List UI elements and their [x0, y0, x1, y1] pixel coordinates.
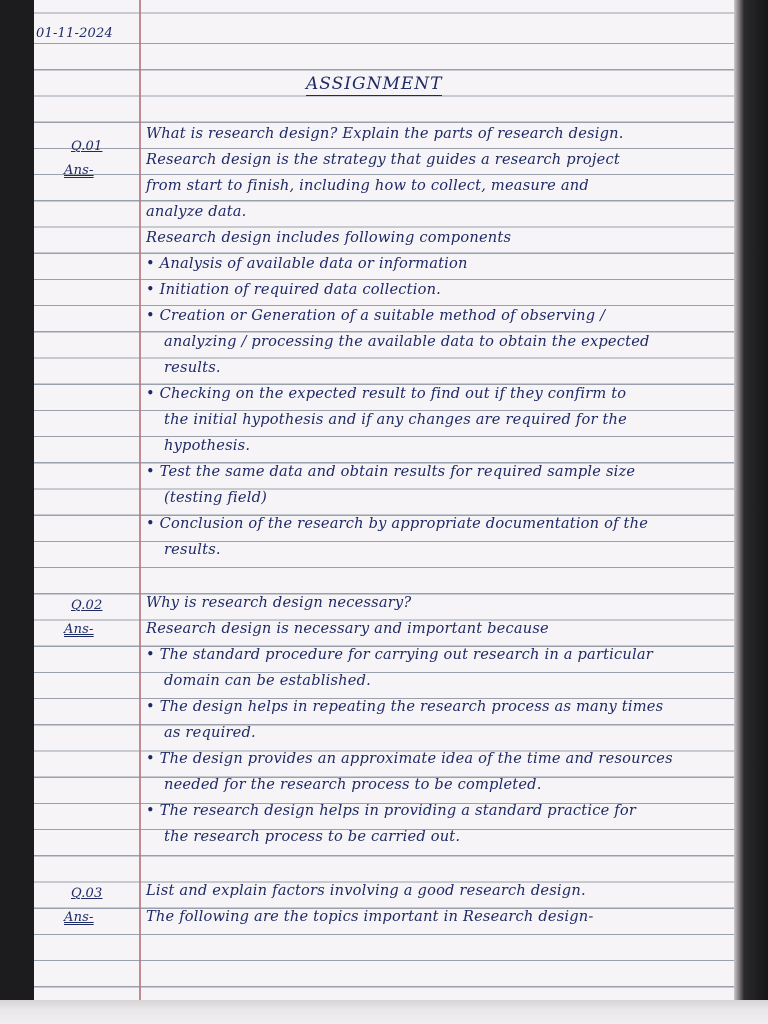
page-title: ASSIGNMENT	[306, 74, 443, 94]
answer-line: from start to finish, including how to collect, measure and	[146, 177, 589, 194]
photo-background-right	[734, 0, 768, 1024]
question-text: Why is research design necessary?	[146, 594, 412, 611]
question-text: What is research design? Explain the parts of research design.	[146, 125, 624, 142]
bullet-item: • The research design helps in providing a standard practice for	[146, 802, 637, 819]
question-number: Q.02	[71, 598, 103, 613]
answer-line: Research design is necessary and important because	[146, 620, 549, 637]
question-text: List and explain factors involving a good research design.	[146, 882, 586, 899]
answer-line: as required.	[164, 724, 256, 741]
answer-line: the initial hypothesis and if any changes are required for the	[164, 411, 627, 428]
answer-line: analyze data.	[146, 203, 247, 220]
bullet-item: • Creation or Generation of a suitable method of observing /	[146, 307, 606, 324]
notebook-page	[34, 0, 734, 1000]
answer-line: The following are the topics important in Research design-	[146, 908, 594, 925]
answer-line: Research design is the strategy that guides a research project	[146, 151, 620, 168]
bullet-item: • The standard procedure for carrying out research in a particular	[146, 646, 653, 663]
answer-line: (testing field)	[164, 489, 268, 506]
bullet-item: • Initiation of required data collection.	[146, 281, 442, 298]
bullet-item: • Checking on the expected result to find out if they confirm to	[146, 385, 627, 402]
bullet-item: • The design helps in repeating the research process as many times	[146, 698, 664, 715]
answer-label: Ans-	[64, 622, 94, 637]
answer-line: results.	[164, 359, 221, 376]
question-number: Q.03	[71, 886, 103, 901]
question-number: Q.01	[71, 139, 103, 154]
answer-label: Ans-	[64, 163, 94, 178]
photo-background-bottom	[0, 1000, 768, 1024]
answer-line: needed for the research process to be completed.	[164, 776, 542, 793]
answer-line: analyzing / processing the available data to obtain the expected	[164, 333, 650, 350]
answer-line: hypothesis.	[164, 437, 251, 454]
answer-line: results.	[164, 541, 221, 558]
margin-line	[139, 0, 141, 1000]
bullet-item: • Test the same data and obtain results for required sample size	[146, 463, 636, 480]
answer-line: the research process to be carried out.	[164, 828, 461, 845]
bullet-item: • Analysis of available data or information	[146, 255, 468, 272]
answer-line: domain can be established.	[164, 672, 371, 689]
answer-label: Ans-	[64, 910, 94, 925]
answer-line: Research design includes following components	[146, 229, 512, 246]
bullet-item: • The design provides an approximate idea of the time and resources	[146, 750, 673, 767]
date: 01-11-2024	[36, 26, 113, 41]
bullet-item: • Conclusion of the research by appropriate documentation of the	[146, 515, 649, 532]
